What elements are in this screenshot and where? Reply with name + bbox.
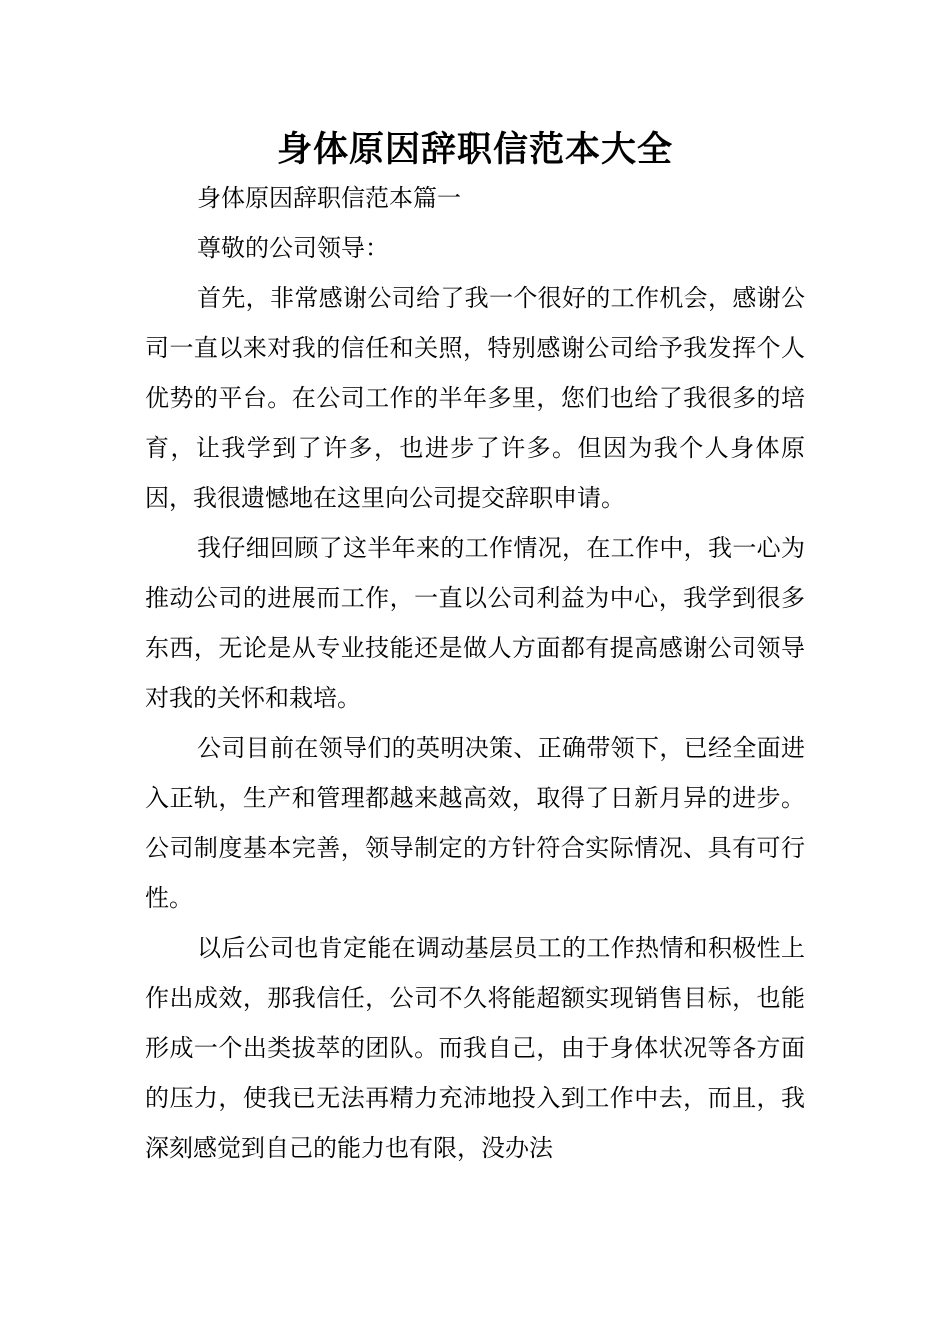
salutation: 尊敬的公司领导：	[197, 234, 389, 262]
paragraph-3: 公司目前在领导们的英明决策、正确带领下，已经全面进入正轨，生产和管理都越来越高效，取得了日新月异的进步。公司制度基本完善，领导制定的方针符合实际情况、具有可行性。	[145, 734, 805, 912]
paragraph-1: 首先，非常感谢公司给了我一个很好的工作机会，感谢公司一直以来对我的信任和关照，特别感谢公司给予我发挥个人优势的平台。在公司工作的半年多里，您们也给了我很多的培育，让我学到了许多，也进步了许多。但因为我个人身体原因，我很遗憾地在这里向公司提交辞职申请。	[145, 284, 805, 512]
paragraph-2: 我仔细回顾了这半年来的工作情况，在工作中，我一心为推动公司的进展而工作，一直以公司利益为中心，我学到很多东西，无论是从专业技能还是做人方面都有提高感谢公司领导对我的关怀和栽培。	[145, 534, 805, 712]
document-title: 身体原因辞职信范本大全	[276, 130, 673, 170]
document-subtitle: 身体原因辞职信范本篇一	[197, 184, 461, 212]
paragraph-4: 以后公司也肯定能在调动基层员工的工作热情和积极性上作出成效，那我信任，公司不久将能超额实现销售目标，也能形成一个出类拔萃的团队。而我自己，由于身体状况等各方面的压力，使我已无法再精力充沛地投入到工作中去，而且，我深刻感觉到自己的能力也有限，没办法	[145, 934, 805, 1162]
document-body	[145, 173, 805, 1173]
